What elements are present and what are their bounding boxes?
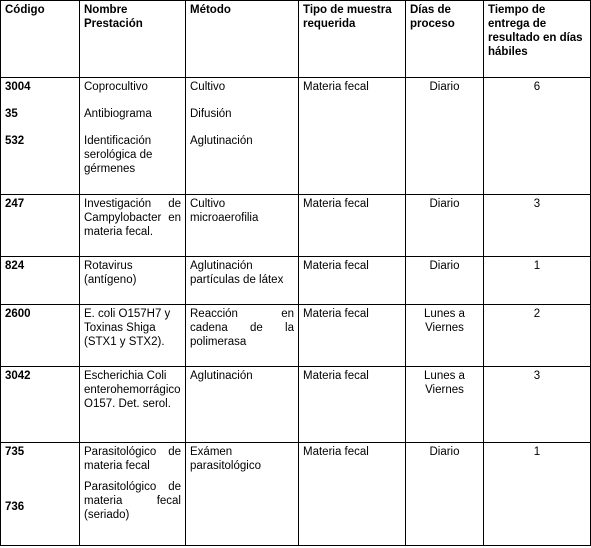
dias-cell: Diario [406, 257, 484, 305]
code-value: 3004 [5, 81, 31, 93]
code-cell: 824 [1, 257, 80, 305]
metodo-cell [186, 78, 299, 195]
tipo-cell: Materia fecal [299, 443, 406, 546]
metodo-value: Cultivo [190, 81, 226, 93]
table-row [1, 367, 591, 443]
tipo-cell: Materia fecal [299, 195, 406, 257]
header-tiempo: Tiempo de entrega de resultado en días hábiles [484, 1, 591, 78]
code-cell: 3042 [1, 367, 80, 443]
dias-cell: Diario [406, 78, 484, 195]
header-row [1, 1, 591, 78]
code-cell [1, 443, 80, 546]
metodo-cell: Aglutinación [186, 367, 299, 443]
nombre-cell: Investigación de Campylobacter en materia fecal. [80, 195, 186, 257]
metodo-value: Aglutinación [190, 135, 253, 147]
table-row [1, 443, 591, 546]
nombre-value: Coprocultivo [84, 81, 148, 93]
metodo-cell: Exámen parasitológico [186, 443, 299, 546]
header-dias: Días de proceso [406, 1, 484, 78]
nombre-cell: E. coli O157H7 y Toxinas Shiga (STX1 y STX2). [80, 305, 186, 367]
tiempo-cell: 1 [484, 257, 591, 305]
tipo-cell: Materia fecal [299, 305, 406, 367]
code-value: 532 [5, 135, 25, 147]
nombre-value: Identificación serológica de gérmenes [84, 135, 153, 175]
tiempo-cell: 1 [484, 443, 591, 546]
tipo-cell: Materia fecal [299, 78, 406, 195]
nombre-value: Antibiograma [84, 108, 152, 120]
nombre-value: Parasitológico de materia fecal [84, 446, 181, 472]
dias-cell: Diario [406, 443, 484, 546]
nombre-cell [80, 78, 186, 195]
tipo-cell: Materia fecal [299, 367, 406, 443]
tipo-cell: Materia fecal [299, 257, 406, 305]
header-tipo: Tipo de muestra requerida [299, 1, 406, 78]
nombre-cell: Escherichia Coli enterohemorrágico O157. Det. serol. [80, 367, 186, 443]
metodo-cell: Aglutinación partículas de látex [186, 257, 299, 305]
header-metodo: Método [186, 1, 299, 78]
code-cell [1, 78, 80, 195]
header-nombre: Nombre Prestación [80, 1, 186, 78]
table-row [1, 195, 591, 257]
header-codigo: Código [1, 1, 80, 78]
code-value: 735 [5, 446, 25, 458]
metodo-value: Difusión [190, 108, 232, 120]
code-value: 35 [5, 108, 18, 120]
table-row [1, 305, 591, 367]
metodo-cell: Reacción en cadena de la polimerasa [186, 305, 299, 367]
metodo-cell: Cultivo microaerofilia [186, 195, 299, 257]
tiempo-cell: 3 [484, 367, 591, 443]
dias-cell: Diario [406, 195, 484, 257]
dias-cell: Lunes a Viernes [406, 367, 484, 443]
dias-cell: Lunes a Viernes [406, 305, 484, 367]
nombre-value: Parasitológico de materia fecal (seriado) [84, 481, 181, 521]
code-cell: 247 [1, 195, 80, 257]
nombre-cell [80, 443, 186, 546]
tiempo-cell: 2 [484, 305, 591, 367]
code-value: 736 [5, 501, 25, 513]
table-row [1, 78, 591, 195]
tiempo-cell: 6 [484, 78, 591, 195]
code-cell: 2600 [1, 305, 80, 367]
table-row [1, 257, 591, 305]
tiempo-cell: 3 [484, 195, 591, 257]
nombre-cell: Rotavirus (antígeno) [80, 257, 186, 305]
